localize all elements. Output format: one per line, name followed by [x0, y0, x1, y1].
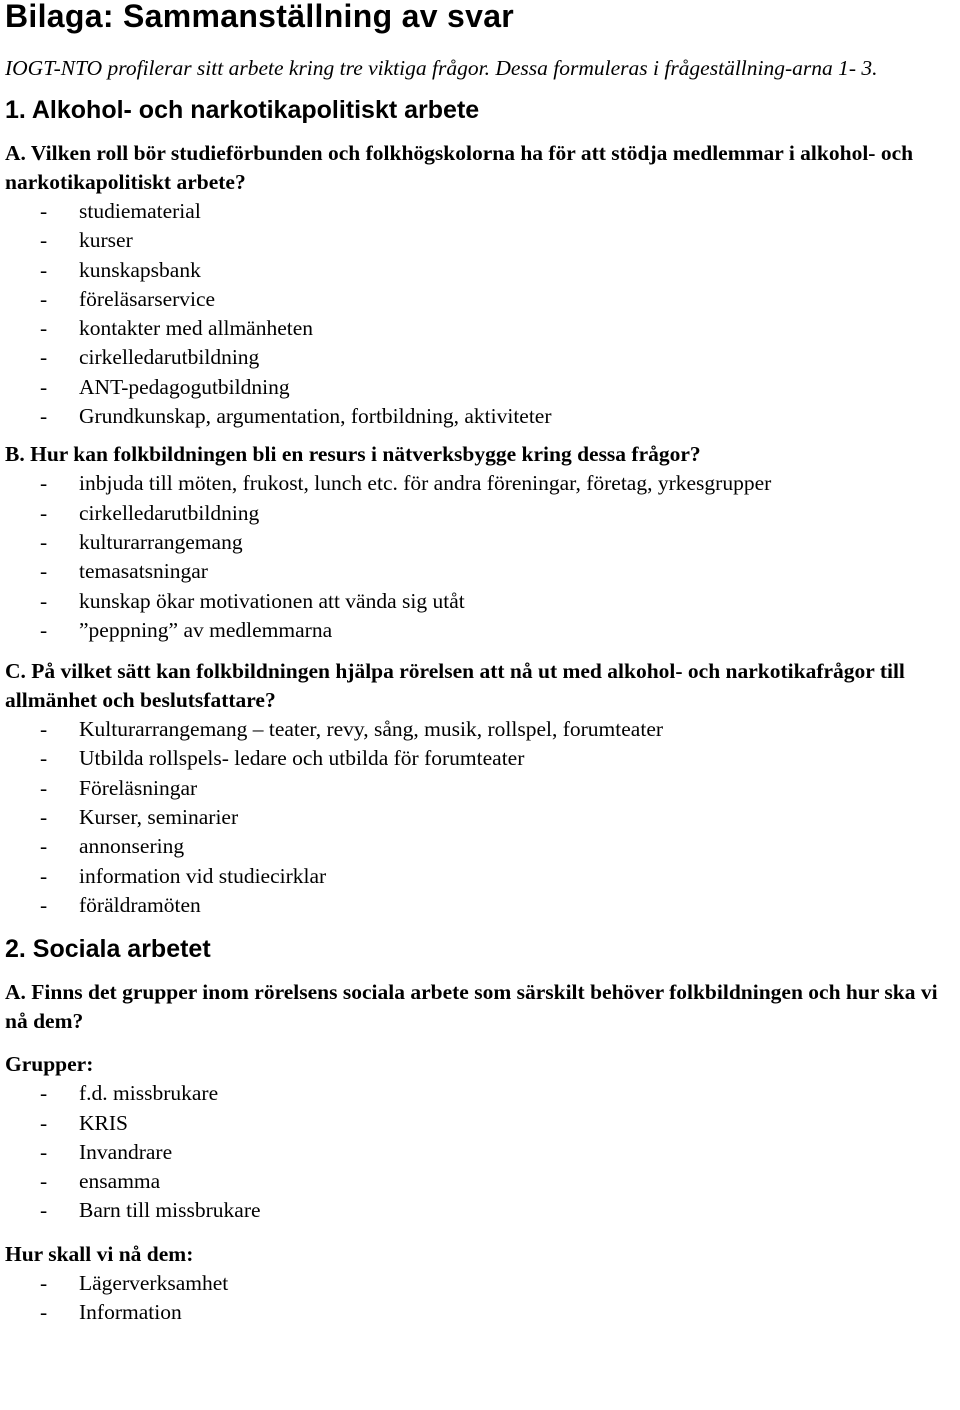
dash-bullet: - — [40, 286, 48, 311]
question-c: C. På vilket sätt kan folkbildningen hjälpa rörelsen att nå ut med alkohol- och narkotikafrågor till allmänhet och beslutsfattare? — [5, 659, 905, 713]
list-item-text: Grundkunskap, argumentation, fortbildning, aktiviteter — [79, 404, 552, 429]
question-b: B. Hur kan folkbildningen bli en resurs i nätverksbygge kring dessa frågor? — [5, 442, 701, 467]
dash-bullet: - — [40, 500, 48, 525]
dash-bullet: - — [40, 1270, 48, 1295]
list-item — [5, 499, 955, 528]
list-item-text: Information — [79, 1300, 182, 1325]
dash-bullet: - — [40, 345, 48, 370]
dash-bullet: - — [40, 471, 48, 496]
dash-bullet: - — [40, 1110, 48, 1135]
list-item-text: föreläsarservice — [79, 286, 216, 311]
section-2-heading: 2. Sociala arbetet — [5, 935, 211, 964]
list-item — [5, 1167, 955, 1196]
list-item-text: cirkelledarutbildning — [79, 500, 260, 525]
dash-bullet: - — [40, 892, 48, 917]
list-item — [5, 744, 955, 773]
list-item-text: information vid studiecirklar — [79, 863, 327, 888]
list-item — [5, 256, 955, 285]
list-item-text: kontakter med allmänheten — [79, 316, 314, 341]
list-item — [5, 528, 955, 557]
dash-bullet: - — [40, 1198, 48, 1223]
dash-bullet: - — [40, 717, 48, 742]
list-item-text: Föreläsningar — [79, 775, 198, 800]
list-item-text: kunskap ökar motivationen att vända sig utåt — [79, 588, 465, 613]
list-item — [5, 1298, 955, 1327]
dash-bullet: - — [40, 199, 48, 223]
dash-bullet: - — [40, 834, 48, 859]
list-item-text: ”peppning” av medlemmarna — [79, 617, 333, 642]
dash-bullet: - — [40, 228, 48, 253]
dash-bullet: - — [40, 863, 48, 888]
list-item — [5, 862, 955, 891]
list-item-text: Kurser, seminarier — [79, 805, 239, 830]
list-item — [5, 285, 955, 314]
list-item — [5, 557, 955, 586]
dash-bullet: - — [40, 1139, 48, 1164]
list-item-text: kunskapsbank — [79, 257, 201, 282]
question-a: A. Vilken roll bör studieförbunden och folkhögskolorna ha för att stödja medlemmar i alkohol- och narkotikapolitiskt arbete? — [5, 141, 914, 194]
list-item — [5, 1079, 955, 1108]
list-item-text: föräldramöten — [79, 892, 201, 917]
document-page — [5, 0, 955, 1327]
list-item — [5, 314, 955, 343]
list-item-text: f.d. missbrukare — [79, 1081, 219, 1106]
list-item — [5, 469, 955, 498]
dash-bullet: - — [40, 1300, 48, 1325]
dash-bullet: - — [40, 257, 48, 282]
list-item-text: KRIS — [79, 1110, 128, 1135]
dash-bullet: - — [40, 1169, 48, 1194]
document-title: Bilaga: Sammanställning av svar — [5, 0, 515, 34]
dash-bullet: - — [40, 529, 48, 554]
list-item — [5, 1196, 955, 1225]
list-item — [5, 1269, 955, 1298]
groups-heading: Grupper: — [5, 1052, 94, 1077]
dash-bullet: - — [40, 588, 48, 613]
list-item — [5, 616, 955, 645]
list-item — [5, 1138, 955, 1167]
list-item — [5, 891, 955, 920]
dash-bullet: - — [40, 775, 48, 800]
dash-bullet: - — [40, 746, 48, 771]
list-item — [5, 197, 955, 226]
list-item-text: ensamma — [79, 1169, 161, 1194]
list-item-text: annonsering — [79, 834, 185, 859]
intro-paragraph: IOGT-NTO profilerar sitt arbete kring tre viktiga frågor. Dessa formuleras i frågeställning-arna 1- 3. — [5, 56, 878, 80]
list-item-text: kulturarrangemang — [79, 529, 243, 554]
list-item-text: ANT-pedagogutbildning — [79, 374, 290, 399]
list-item — [5, 1109, 955, 1138]
dash-bullet: - — [40, 617, 48, 642]
dash-bullet: - — [40, 805, 48, 830]
question-b-answer-list — [5, 469, 955, 645]
section-1-heading: 1. Alkohol- och narkotikapolitiskt arbete — [5, 96, 480, 124]
list-item-text: Invandrare — [79, 1139, 173, 1164]
list-item-text: Barn till missbrukare — [79, 1198, 261, 1223]
list-item-text: kurser — [79, 228, 133, 253]
list-item-text: studiematerial — [79, 199, 201, 223]
dash-bullet: - — [40, 559, 48, 584]
list-item-text: temasatsningar — [79, 559, 208, 584]
list-item — [5, 715, 955, 744]
dash-bullet: - — [40, 374, 48, 399]
section-2-question-a: A. Finns det grupper inom rörelsens sociala arbete som särskilt behöver folkbildningen och hur ska vi nå dem? — [5, 980, 938, 1034]
dash-bullet: - — [40, 404, 48, 429]
list-item-text: Utbilda rollspels- ledare och utbilda för forumteater — [79, 746, 525, 771]
dash-bullet: - — [40, 316, 48, 341]
how-to-reach-heading: Hur skall vi nå dem: — [5, 1241, 194, 1266]
list-item — [5, 226, 955, 255]
list-item — [5, 774, 955, 803]
list-item-text: Lägerverksamhet — [79, 1270, 229, 1295]
list-item-text: inbjuda till möten, frukost, lunch etc. för andra föreningar, företag, yrkesgrupper — [79, 471, 772, 496]
list-item-text: Kulturarrangemang – teater, revy, sång, musik, rollspel, forumteater — [79, 717, 664, 742]
list-item — [5, 832, 955, 861]
dash-bullet: - — [40, 1081, 48, 1106]
list-item — [5, 587, 955, 616]
list-item — [5, 402, 955, 431]
list-item-text: cirkelledarutbildning — [79, 345, 260, 370]
list-item — [5, 803, 955, 832]
question-a-answer-list — [5, 197, 955, 431]
groups-list — [5, 1079, 955, 1225]
list-item — [5, 343, 955, 372]
how-to-reach-list — [5, 1269, 955, 1328]
list-item — [5, 373, 955, 402]
question-c-answer-list — [5, 715, 955, 920]
